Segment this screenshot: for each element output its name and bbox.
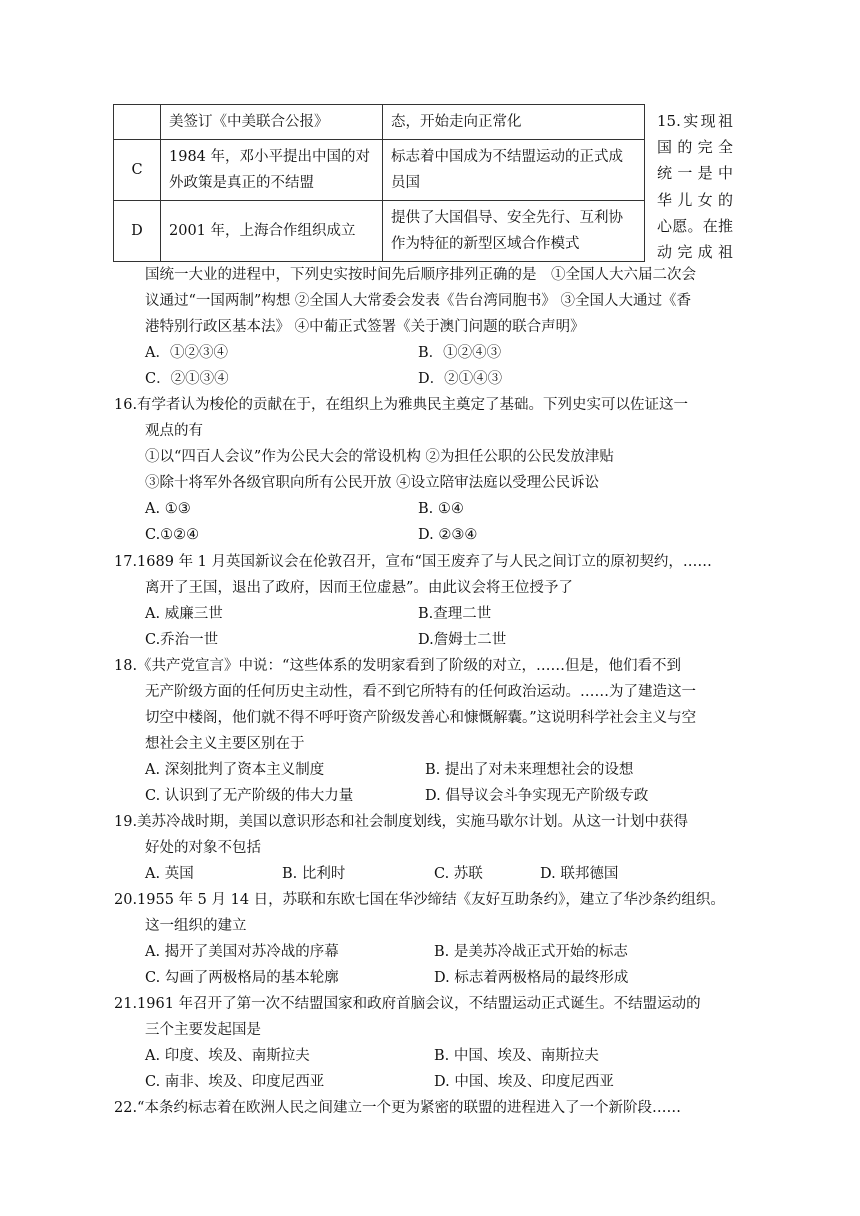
q17-stem-line: 17.1689 年 1 月英国新议会在伦敦召开，宣布“国王废弃了与人民之间订立的原初契约，…… [114, 554, 712, 570]
row-key: D [114, 201, 161, 262]
q18-option-d[interactable]: D. 倡导议会斗争实现无产阶级专政 [425, 788, 649, 804]
q18-option-b[interactable]: B. 提出了对未来理想社会的设想 [425, 762, 634, 778]
q17-option-b[interactable]: B.查理二世 [418, 606, 492, 622]
row-event: 美签订《中美联合公报》 [161, 105, 383, 140]
q16-item-line: ①以“四百人会议”作为公民大会的常设机构 ②为担任公职的公民发放津贴 [145, 449, 614, 465]
q15-option-b[interactable]: B．①②④③ [418, 345, 502, 361]
row-significance: 提供了大国倡导、安全先行、互利协作为特征的新型区域合作模式 [383, 201, 645, 262]
q20-stem-line: 20.1955 年 5 月 14 日，苏联和东欧七国在华沙缔结《友好互助条约》，建立了华沙条约组织。 [114, 892, 725, 908]
q16-stem-line: 观点的有 [145, 423, 203, 439]
q18-stem-line: 无产阶级方面的任何历史主动性，看不到它所特有的任何政治运动。……为了建造这一 [145, 684, 696, 700]
q15-stem-line: 港特别行政区基本法》 ④中葡正式签署《关于澳门问题的联合声明》 [145, 319, 585, 335]
q15-side-line: 华儿女的 [657, 190, 733, 209]
q17-option-c[interactable]: C.乔治一世 [145, 632, 219, 648]
q19-option-d[interactable]: D. 联邦德国 [540, 866, 619, 882]
q15-side-line: 动完成祖 [657, 242, 733, 261]
q21-option-a[interactable]: A. 印度、埃及、南斯拉夫 [145, 1048, 310, 1064]
q16-option-c[interactable]: C.①②④ [145, 527, 200, 543]
q22-stem-line: 22.“本条约标志着在欧洲人民之间建立一个更为紧密的联盟的进程进入了一个新阶段…… [114, 1100, 681, 1116]
q15-side-line: 心愿。在推 [657, 216, 733, 235]
q18-stem-line: 18.《共产党宣言》中说：“这些体系的发明家看到了阶级的对立，……但是，他们看不到 [114, 658, 681, 674]
table-row [114, 140, 645, 201]
q15-side-text [657, 108, 733, 265]
q15-option-c[interactable]: C．②①③④ [145, 371, 229, 387]
q16-item-line: ③除十将军外各级官职向所有公民开放 ④设立陪审法庭以受理公民诉讼 [145, 475, 600, 491]
q15-stem-line: 国统一大业的进程中，下列史实按时间先后顺序排列正确的是 ①全国人大六届二次会 [145, 267, 696, 283]
q16-stem-line: 16.有学者认为梭伦的贡献在于，在组织上为雅典民主奠定了基础。下列史实可以佐证这一 [114, 397, 689, 413]
q21-option-d[interactable]: D. 中国、埃及、印度尼西亚 [434, 1074, 614, 1090]
q19-option-c[interactable]: C. 苏联 [434, 866, 483, 882]
q16-option-b[interactable]: B. ①④ [418, 501, 464, 517]
q18-stem-line: 切空中楼阁，他们就不得不呼吁资产阶级发善心和慷慨解囊。”这说明科学社会主义与空 [145, 710, 697, 726]
row-event: 1984 年，邓小平提出中国的对外政策是真正的不结盟 [161, 140, 383, 201]
q19-stem-line: 好处的对象不包括 [145, 840, 261, 856]
q15-side-line: 15.实现祖 [657, 112, 733, 130]
q15-option-a[interactable]: A．①②③④ [145, 345, 228, 361]
q20-stem-line: 这一组织的建立 [145, 918, 247, 934]
row-event: 2001 年，上海合作组织成立 [161, 201, 383, 262]
q21-option-c[interactable]: C. 南非、埃及、印度尼西亚 [145, 1074, 325, 1090]
q19-stem-line: 19.美苏冷战时期，美国以意识形态和社会制度划线，实施马歇尔计划。从这一计划中获得 [114, 814, 689, 830]
q19-option-b[interactable]: B. 比利时 [282, 866, 346, 882]
q19-option-a[interactable]: A. 英国 [145, 866, 194, 882]
q16-option-d[interactable]: D. ②③④ [418, 527, 478, 543]
q15-side-line: 统一是中 [657, 164, 733, 183]
q15-option-d[interactable]: D．②①④③ [418, 371, 503, 387]
options-table [113, 104, 645, 262]
q17-option-d[interactable]: D.詹姆士二世 [418, 632, 507, 648]
q15-side-line: 国的完全 [657, 138, 733, 157]
q18-stem-line: 想社会主义主要区别在于 [145, 736, 305, 752]
q21-option-b[interactable]: B. 中国、埃及、南斯拉夫 [434, 1048, 599, 1064]
q21-stem-line: 21.1961 年召开了第一次不结盟国家和政府首脑会议，不结盟运动正式诞生。不结盟运动的 [114, 996, 701, 1012]
row-key [114, 105, 161, 140]
q15-stem-line: 议通过“一国两制”构想 ②全国人大常委会发表《告台湾同胞书》 ③全国人大通过《香 [145, 293, 692, 309]
q20-option-d[interactable]: D. 标志着两极格局的最终形成 [434, 970, 629, 986]
q18-option-c[interactable]: C. 认识到了无产阶级的伟大力量 [145, 788, 354, 804]
q21-stem-line: 三个主要发起国是 [145, 1022, 261, 1038]
q16-option-a[interactable]: A. ①③ [145, 501, 191, 517]
q18-option-a[interactable]: A. 深刻批判了资本主义制度 [145, 762, 325, 778]
table-row [114, 201, 645, 262]
row-key: C [114, 140, 161, 201]
q17-option-a[interactable]: A. 威廉三世 [145, 606, 223, 622]
q20-option-c[interactable]: C. 勾画了两极格局的基本轮廓 [145, 970, 339, 986]
table-row [114, 105, 645, 140]
q20-option-b[interactable]: B. 是美苏冷战正式开始的标志 [434, 944, 628, 960]
q20-option-a[interactable]: A. 揭开了美国对苏冷战的序幕 [145, 944, 339, 960]
q17-stem-line: 离开了王国，退出了政府，因而王位虚悬”。由此议会将王位授予了 [145, 580, 573, 596]
row-significance: 标志着中国成为不结盟运动的正式成员国 [383, 140, 645, 201]
row-significance: 态，开始走向正常化 [383, 105, 645, 140]
